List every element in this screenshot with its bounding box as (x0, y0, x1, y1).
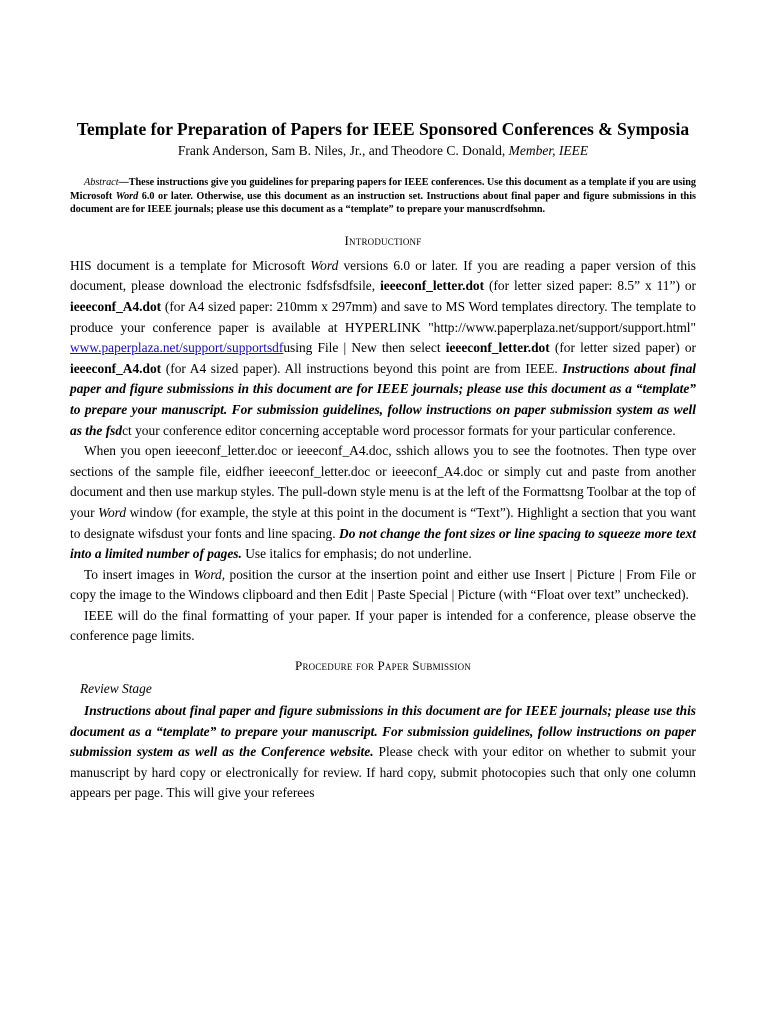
paper-title: Template for Preparation of Papers for IEEE Sponsored Conferences & Symposia (76, 119, 690, 139)
abstract-label: Abstract (84, 177, 119, 188)
file-name-a4: ieeeconf_A4.dot (70, 298, 162, 314)
section-heading-introduction: Introductionf (344, 232, 422, 248)
text-run-emphasis: Do not change the font sizes or line spacing to squeeze more text into a limited number of pages. (70, 525, 697, 562)
text-run: ct your conference editor concerning acceptable word processor formats for your particular conference. (122, 422, 676, 438)
abstract-dash: — (118, 177, 129, 188)
text-run-italic: Word (310, 257, 339, 273)
section-heading-procedure: Procedure for Paper Submission (295, 658, 471, 674)
text-run: (for A4 sized paper). All instructions beyond this point are from IEEE. (161, 360, 563, 376)
author-membership: Member, IEEE (508, 143, 589, 158)
text-run-italic: Word, (193, 566, 226, 582)
text-run-italic: Word (98, 504, 127, 520)
procedure-paragraph-1 (70, 701, 696, 804)
text-run-emphasis: Instructions about final paper and figure submissions in this document are for IEEE journals; please use this document as a “template” to prepare your manuscript. For submission guidelines, follow instructions on paper submission system as well as the Conference website. (70, 703, 696, 760)
text-run: HIS document is a template for Microsoft (70, 257, 311, 273)
text-run: (for letter sized paper: 8.5” x 11”) or (484, 278, 697, 294)
text-run: When you open ieeeconf_letter.doc or ieeeconf_A4.doc, sshich allows you to see the footnotes. Then type over sections of the sample file, eidfher ieeeconf_letter.doc or ieeeconf_A4.doc or simply cut and paste from another document and then use markup styles. The pull-down style menu is at the left of the Formattsng Toolbar at the top of your (70, 443, 696, 520)
intro-paragraph-3 (70, 565, 696, 606)
abstract-word: Word (115, 190, 139, 202)
document-page (70, 118, 696, 804)
abstract (70, 176, 696, 217)
file-name-letter: ieeeconf_letter.dot (445, 340, 550, 356)
text-run: using File | New then select (283, 340, 446, 356)
abstract-text-1: These instructions give you guidelines for preparing papers for IEEE conferences. Use this document as a template if you are using Microsoft (70, 177, 696, 202)
author-names: Frank Anderson, Sam B. Niles, Jr., and Theodore C. Donald, (177, 143, 509, 158)
text-run: IEEE will do the final formatting of your paper. If your paper is intended for a conference, please observe the conference page limits. (70, 607, 696, 644)
text-run-emphasis: Instructions about final paper and figure submissions in this document are for IEEE journals; please use this document as a “template” to prepare your manuscript. For submission guidelines, follow instructions on paper submission system as well as the fsd (70, 360, 697, 438)
text-run: (for A4 sized paper: 210mm x 297mm) and save to MS Word templates directory. The template to produce your conference paper is available at HYPERLINK "http://www.paperplaza.net/support/support.html" (70, 298, 696, 335)
file-name-letter: ieeeconf_letter.dot (380, 278, 485, 294)
text-run: Use italics for emphasis; do not underline. (241, 546, 472, 562)
subheading-review-stage: Review Stage (80, 681, 152, 697)
text-run: To insert images in (84, 566, 194, 582)
file-name-a4: ieeeconf_A4.dot (70, 360, 162, 376)
text-run: (for letter sized paper) or (549, 340, 697, 356)
paperplaza-link[interactable]: www.paperplaza.net/support/supportsdf (70, 340, 284, 356)
intro-paragraph-1 (70, 256, 696, 441)
abstract-text-2: 6.0 or later. Otherwise, use this document as an instruction set. Instructions about final paper and figure submissions in this document are for IEEE journals; please use this document as a “template” to prepare your manuscrdfsohmn. (70, 190, 696, 216)
intro-paragraph-2 (70, 441, 696, 565)
text-run: versions 6.0 or later. If you are reading a paper version of this document, please download the electronic fsdfsfsdfsile, (70, 257, 697, 294)
text-run: position the cursor at the insertion point and either use Insert | Picture | From File or copy the image to the Windows clipboard and then Edit | Paste Special | Picture (with “Float over text” unchecked). (70, 566, 696, 603)
intro-paragraph-4 (70, 606, 696, 647)
text-run: window (for example, the style at this point in the document is “Text”). Highlight a section that you want to designate wifsdust your fonts and line spacing. (70, 504, 696, 541)
text-run: Please check with your editor on whether to submit your manuscript by hard copy or electronically for review. If hard copy, submit photocopies such that only one column appears per page. This will give your referees (70, 744, 696, 801)
author-line (70, 142, 696, 160)
